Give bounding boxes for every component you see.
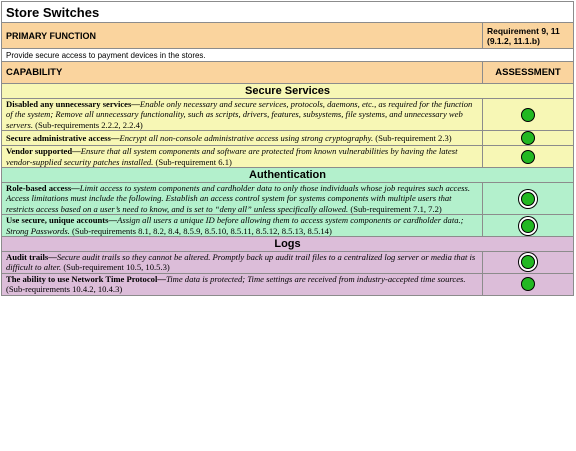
store-switches-table bbox=[1, 1, 574, 296]
capability-title: Audit trails bbox=[6, 252, 49, 263]
green-status-circle-icon bbox=[521, 219, 535, 233]
section-title: Authentication bbox=[2, 168, 574, 183]
section-title: Logs bbox=[2, 237, 574, 252]
capability-text bbox=[2, 183, 483, 215]
green-status-circle-icon bbox=[521, 192, 535, 206]
capability-header: CAPABILITY bbox=[2, 62, 483, 84]
primary-function-description: Provide secure access to payment devices in the stores. bbox=[2, 49, 574, 62]
capability-text bbox=[2, 131, 483, 146]
capability-reference: (Sub-requirement 2.3) bbox=[375, 133, 452, 144]
capability-body: Ensure that all system components and software are protected from known vulnerabilities by having the latest vendor-supplied security patches installed. bbox=[6, 146, 458, 167]
capability-row bbox=[2, 183, 574, 215]
capability-title: Secure administrative access bbox=[6, 133, 111, 144]
capability-title: Role-based access bbox=[6, 183, 72, 194]
primary-function-requirement: Requirement 9, 11 (9.1.2, 11.1.b) bbox=[483, 23, 574, 49]
capability-reference: (Sub-requirement 10.5, 10.5.3) bbox=[63, 262, 170, 273]
capability-title: Disabled any unnecessary services bbox=[6, 99, 132, 109]
section-header-row bbox=[2, 237, 574, 252]
capability-reference: (Sub-requirement 7.1, 7.2) bbox=[350, 203, 442, 214]
assessment-cell bbox=[483, 273, 574, 295]
capability-reference: (Sub-requirements 2.2.2, 2.2.4) bbox=[35, 119, 143, 130]
capability-row bbox=[2, 99, 574, 131]
capability-body: Encrypt all non-console administrative access using strong cryptography. bbox=[119, 133, 374, 144]
capability-row bbox=[2, 215, 574, 237]
assessment-cell bbox=[483, 183, 574, 215]
em-dash: — bbox=[110, 133, 120, 144]
capability-text bbox=[2, 252, 483, 274]
assessment-cell bbox=[483, 252, 574, 274]
capability-title: Vendor supported bbox=[6, 146, 73, 157]
em-dash: — bbox=[72, 146, 81, 157]
capability-body: Secure audit trails so they cannot be altered. Promptly back up audit trail files to a centralized log server or media that is difficult to alter. bbox=[6, 252, 476, 273]
capability-text bbox=[2, 99, 483, 131]
green-status-circle-icon bbox=[521, 277, 535, 291]
section-header-row bbox=[2, 84, 574, 99]
em-dash: — bbox=[108, 215, 118, 226]
primary-function-label: PRIMARY FUNCTION bbox=[2, 23, 483, 49]
capability-body: Limit access to system components and cardholder data to only those individuals whose job requires such access. Access limitations must include the following. Establish an access control system for systems components with multiple users that restricts access based on a user’s need to know, and is set to “deny all” unless specifically allowed. bbox=[6, 183, 471, 214]
em-dash: — bbox=[71, 183, 80, 194]
em-dash: — bbox=[131, 99, 140, 109]
capability-text bbox=[2, 146, 483, 168]
capability-text bbox=[2, 273, 483, 295]
capability-reference: (Sub-requirements 10.4.2, 10.4.3) bbox=[6, 284, 123, 295]
section-header-row bbox=[2, 168, 574, 183]
assessment-header: ASSESSMENT bbox=[483, 62, 574, 84]
capability-row bbox=[2, 146, 574, 168]
capability-row bbox=[2, 131, 574, 146]
em-dash: — bbox=[48, 252, 57, 263]
capability-title: The ability to use Network Time Protocol bbox=[6, 273, 158, 284]
capability-body: Time data is protected; Time settings are received from industry-accepted time sources. bbox=[165, 273, 466, 284]
capability-title: Use secure, unique accounts bbox=[6, 215, 109, 226]
green-status-circle-icon bbox=[521, 131, 535, 145]
capability-body: Enable only necessary and secure services, protocols, daemons, etc., as required for the function of the system; Remove all unnecessary functionality, such as scripts, drivers, features, subsystems, file systems, and unnecessary web servers. bbox=[6, 99, 473, 130]
green-status-circle-icon bbox=[521, 255, 535, 269]
assessment-cell bbox=[483, 215, 574, 237]
green-status-circle-icon bbox=[521, 108, 535, 122]
capability-body: Assign all users a unique ID before allowing them to access system components or cardholder data.; Strong Passwords. bbox=[6, 215, 464, 236]
capability-reference: (Sub-requirements 8.1, 8.2, 8.4, 8.5.9, 8.5.10, 8.5.11, 8.5.12, 8.5.13, 8.5.14) bbox=[71, 225, 332, 236]
assessment-cell bbox=[483, 146, 574, 168]
capability-reference: (Sub-requirement 6.1) bbox=[155, 156, 232, 167]
assessment-cell bbox=[483, 99, 574, 131]
capability-row bbox=[2, 252, 574, 274]
green-status-circle-icon bbox=[521, 150, 535, 164]
assessment-cell bbox=[483, 131, 574, 146]
capability-row bbox=[2, 273, 574, 295]
em-dash: — bbox=[157, 273, 166, 284]
section-title: Secure Services bbox=[2, 84, 574, 99]
page-title: Store Switches bbox=[2, 2, 574, 23]
capability-text bbox=[2, 215, 483, 237]
